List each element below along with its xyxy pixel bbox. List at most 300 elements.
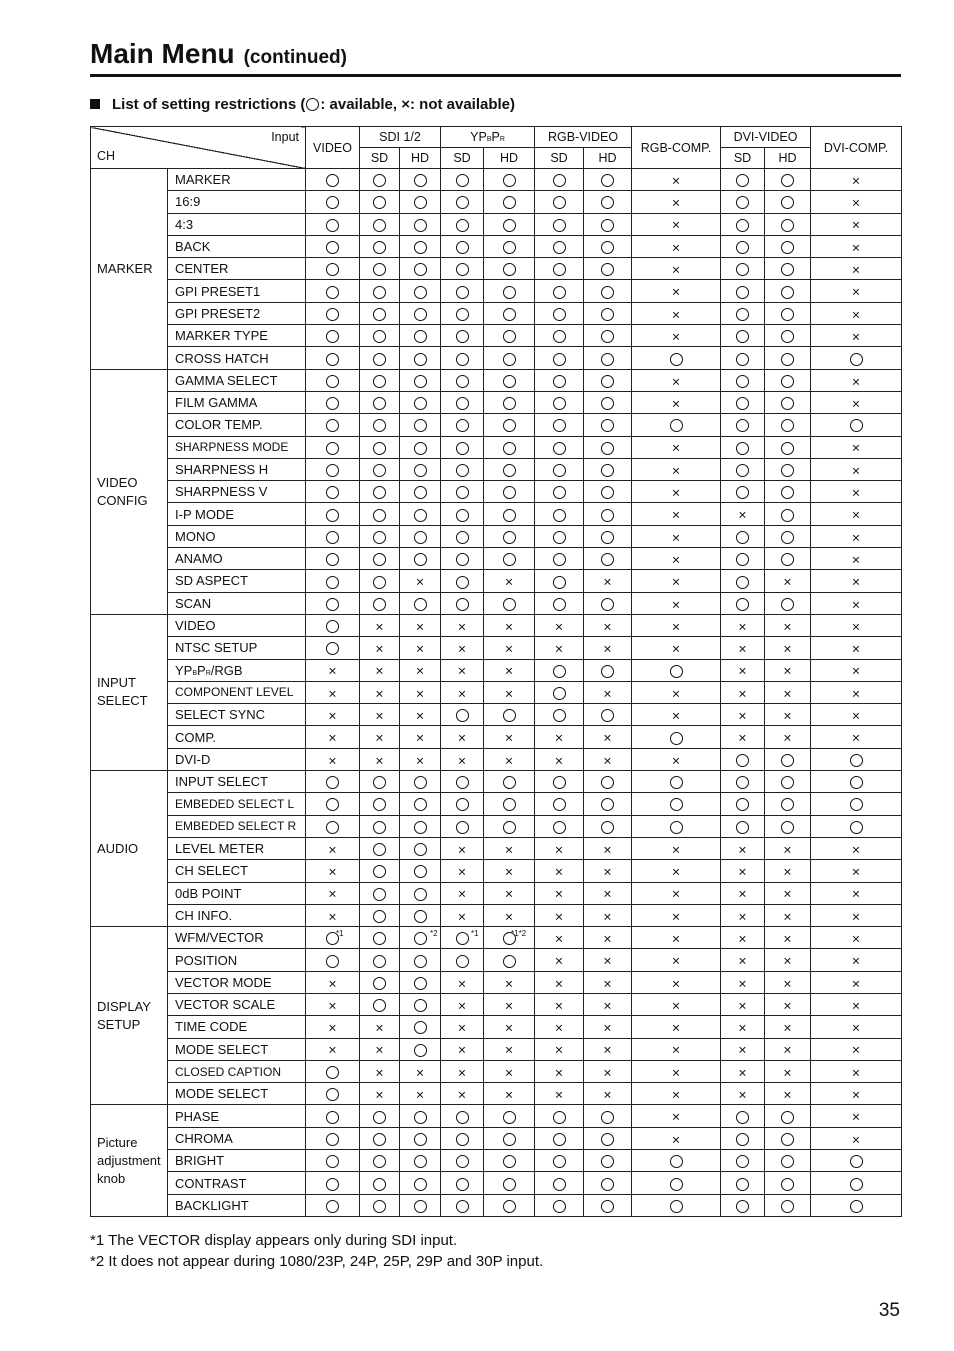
available-circle-icon [373, 888, 386, 901]
available-circle-icon [670, 665, 683, 678]
table-row [91, 971, 902, 993]
value-cell [306, 1038, 360, 1060]
value-cell [765, 1038, 811, 1060]
available-circle-icon [850, 821, 863, 834]
table-row [91, 793, 902, 815]
not-available-mark: × [738, 707, 747, 724]
value-cell [584, 258, 632, 280]
not-available-mark: × [328, 975, 337, 992]
table-row [91, 258, 902, 280]
available-circle-icon [373, 241, 386, 254]
not-available-mark: × [851, 930, 861, 947]
item-label: MARKER TYPE [168, 325, 306, 347]
value-cell [632, 971, 721, 993]
not-available-mark: × [457, 885, 467, 902]
item-label: EMBEDED SELECT R [168, 815, 306, 837]
item-label: SCAN [168, 592, 306, 614]
not-available-mark: × [783, 707, 792, 724]
value-cell [441, 882, 484, 904]
value-cell [584, 1083, 632, 1105]
value-cell [360, 659, 400, 681]
value-cell [584, 927, 632, 949]
not-available-mark: × [504, 662, 514, 679]
value-cell [306, 325, 360, 347]
available-circle-icon [414, 843, 427, 856]
value-cell [360, 860, 400, 882]
available-circle-icon [601, 553, 614, 566]
available-circle-icon [553, 196, 566, 209]
value-cell [400, 258, 441, 280]
value-cell [721, 302, 765, 324]
group-label: DISPLAY SETUP [91, 927, 168, 1105]
not-available-mark: × [457, 618, 467, 635]
not-available-mark: × [457, 841, 467, 858]
value-cell [721, 1038, 765, 1060]
available-circle-icon [670, 798, 683, 811]
value-cell [765, 927, 811, 949]
available-circle-icon [781, 442, 794, 455]
item-label: GAMMA SELECT [168, 369, 306, 391]
value-cell [360, 369, 400, 391]
available-circle-icon [456, 955, 469, 968]
available-circle-icon [503, 241, 516, 254]
page-title [90, 34, 347, 71]
value-cell [360, 949, 400, 971]
value-cell [306, 1016, 360, 1038]
available-circle-icon [601, 776, 614, 789]
value-cell [306, 235, 360, 257]
not-available-mark: × [504, 997, 514, 1014]
not-available-mark: × [851, 841, 861, 858]
value-cell [535, 1150, 584, 1172]
available-circle-icon [503, 598, 516, 611]
not-available-mark: × [671, 863, 681, 880]
available-circle-icon [326, 174, 339, 187]
not-available-mark: × [603, 997, 612, 1014]
value-cell [811, 860, 902, 882]
available-circle-icon [781, 776, 794, 789]
value-cell [721, 235, 765, 257]
available-circle-icon [373, 576, 386, 589]
value-cell [535, 280, 584, 302]
value-cell [441, 748, 484, 770]
value-cell [632, 1150, 721, 1172]
footnote-marker: *2 [430, 929, 438, 939]
item-label: CH INFO. [168, 904, 306, 926]
available-circle-icon [326, 576, 339, 589]
available-circle-icon [781, 196, 794, 209]
not-available-mark: × [671, 1131, 681, 1148]
corner-input-label: Input [271, 130, 299, 144]
not-available-mark: × [851, 685, 861, 702]
available-circle-icon [601, 509, 614, 522]
available-circle-icon [456, 196, 469, 209]
available-circle-icon [553, 330, 566, 343]
not-available-mark: × [328, 729, 337, 746]
value-cell [584, 592, 632, 614]
value-cell [721, 726, 765, 748]
not-available-mark: × [328, 997, 337, 1014]
value-cell [811, 369, 902, 391]
value-cell [484, 302, 535, 324]
not-available-mark: × [457, 729, 467, 746]
available-circle-icon [414, 509, 427, 522]
item-label: 16:9 [168, 191, 306, 213]
value-cell [484, 860, 535, 882]
not-available-mark: × [851, 439, 861, 456]
available-circle-icon [456, 263, 469, 276]
available-circle-icon [456, 531, 469, 544]
value-cell [632, 235, 721, 257]
available-circle-icon [373, 999, 386, 1012]
value-cell [360, 302, 400, 324]
not-available-mark: × [671, 172, 681, 189]
available-circle-icon [553, 174, 566, 187]
available-circle-icon [373, 174, 386, 187]
column-header: DVI-COMP. [811, 127, 902, 169]
subscript-r: R [205, 669, 211, 677]
available-circle-icon [601, 263, 614, 276]
available-circle-icon [781, 1178, 794, 1191]
value-cell [484, 1194, 535, 1216]
not-available-mark: × [851, 885, 861, 902]
value-cell [441, 614, 484, 636]
value-cell [535, 1127, 584, 1149]
value-cell [441, 169, 484, 191]
value-cell [721, 191, 765, 213]
not-available-mark: × [738, 997, 747, 1014]
available-circle-icon [326, 955, 339, 968]
value-cell [360, 1127, 400, 1149]
value-cell [535, 347, 584, 369]
value-cell [400, 882, 441, 904]
value-cell [400, 525, 441, 547]
not-available-mark: × [554, 930, 564, 947]
available-circle-icon [503, 1200, 516, 1213]
available-circle-icon [781, 330, 794, 343]
item-label: CENTER [168, 258, 306, 280]
available-circle-icon [456, 308, 469, 321]
subscript-b: B [486, 136, 492, 143]
available-circle-icon [373, 509, 386, 522]
available-circle-icon [553, 553, 566, 566]
value-cell [584, 1150, 632, 1172]
value-cell [306, 436, 360, 458]
value-cell [306, 837, 360, 859]
available-circle-icon [670, 821, 683, 834]
value-cell [360, 681, 400, 703]
value-cell [360, 704, 400, 726]
available-circle-icon [553, 531, 566, 544]
value-cell [306, 614, 360, 636]
table-row [91, 525, 902, 547]
value-cell [360, 458, 400, 480]
not-available-mark: × [671, 885, 681, 902]
not-available-mark: × [738, 1042, 747, 1058]
item-label: ANAMO [168, 548, 306, 570]
restrictions-table [90, 126, 902, 1217]
not-available-mark: × [504, 908, 514, 925]
value-cell [811, 347, 902, 369]
available-circle-icon [373, 353, 386, 366]
value-cell [721, 1016, 765, 1038]
value-cell [765, 235, 811, 257]
available-circle-icon [503, 955, 516, 968]
value-cell [306, 548, 360, 570]
available-circle-icon [850, 776, 863, 789]
available-circle-icon [781, 598, 794, 611]
not-available-mark: × [554, 885, 564, 902]
value-cell [441, 570, 484, 592]
value-cell [484, 592, 535, 614]
available-circle-icon [601, 821, 614, 834]
value-cell [400, 570, 441, 592]
available-circle-icon [414, 910, 427, 923]
item-label: CHROMA [168, 1127, 306, 1149]
available-circle-icon [601, 219, 614, 232]
not-available-mark: × [457, 1019, 467, 1036]
value-cell [765, 614, 811, 636]
value-cell [360, 592, 400, 614]
value-cell [400, 458, 441, 480]
available-circle-icon [850, 419, 863, 432]
not-available-mark: × [504, 640, 514, 657]
table-row [91, 681, 902, 703]
value-cell [400, 637, 441, 659]
value-cell [306, 213, 360, 235]
available-circle-icon [553, 576, 566, 589]
value-cell [441, 414, 484, 436]
value-cell [721, 637, 765, 659]
not-available-mark: × [457, 997, 467, 1014]
not-available-mark: × [851, 1108, 861, 1125]
value-cell [765, 391, 811, 413]
value-cell [632, 570, 721, 592]
not-available-mark: × [851, 729, 861, 746]
value-cell [811, 1060, 902, 1082]
value-cell [400, 235, 441, 257]
available-circle-icon [503, 375, 516, 388]
value-cell [484, 904, 535, 926]
available-circle-icon [326, 196, 339, 209]
value-cell [306, 191, 360, 213]
not-available-mark: × [457, 1086, 467, 1103]
value-cell [584, 1127, 632, 1149]
not-available-mark: × [415, 1086, 425, 1103]
available-circle-icon [736, 263, 749, 276]
available-circle-icon [736, 1178, 749, 1191]
column-header: DVI-VIDEO [721, 127, 811, 148]
value-cell [441, 1127, 484, 1149]
value-cell [632, 325, 721, 347]
value-cell [584, 302, 632, 324]
value-cell [360, 525, 400, 547]
value-cell [632, 659, 721, 681]
value-cell [721, 1172, 765, 1194]
footnote-1: *1 The VECTOR display appears only during SDI input. [90, 1232, 458, 1249]
table-row [91, 548, 902, 570]
not-available-mark: × [851, 662, 861, 679]
column-header: RGB-VIDEO [535, 127, 632, 148]
value-cell [811, 614, 902, 636]
not-available-mark: × [851, 506, 861, 523]
not-available-mark: × [851, 172, 861, 189]
available-circle-icon [326, 531, 339, 544]
value-cell [535, 704, 584, 726]
available-circle-icon [601, 598, 614, 611]
item-label: 0dB POINT [168, 882, 306, 904]
value-cell [632, 927, 721, 949]
item-label: NTSC SETUP [168, 637, 306, 659]
available-circle-icon [503, 509, 516, 522]
value-cell [441, 1038, 484, 1060]
available-circle-icon [553, 1111, 566, 1124]
value-cell [360, 280, 400, 302]
value-cell [721, 815, 765, 837]
available-circle-icon [601, 375, 614, 388]
table-row [91, 860, 902, 882]
value-cell [400, 659, 441, 681]
available-circle-icon [781, 241, 794, 254]
not-available-mark: × [783, 1064, 792, 1081]
value-cell [306, 169, 360, 191]
value-cell [584, 1105, 632, 1127]
available-circle-icon [326, 821, 339, 834]
value-cell [765, 258, 811, 280]
title-main: Main Menu [90, 38, 235, 69]
value-cell [765, 570, 811, 592]
value-cell [811, 659, 902, 681]
not-available-mark: × [671, 640, 681, 657]
value-cell [632, 1083, 721, 1105]
item-label: CONTRAST [168, 1172, 306, 1194]
value-cell [765, 325, 811, 347]
value-cell [306, 659, 360, 681]
subheading-post: : available, ×: not available) [320, 96, 516, 113]
value-cell [765, 369, 811, 391]
item-label: FILM GAMMA [168, 391, 306, 413]
value-cell [400, 971, 441, 993]
value-cell [360, 614, 400, 636]
value-cell [484, 927, 535, 949]
item-label: SHARPNESS H [168, 458, 306, 480]
value-cell [811, 548, 902, 570]
value-cell [632, 391, 721, 413]
available-circle-icon [456, 1111, 469, 1124]
value-cell [811, 927, 902, 949]
bullet-square-icon [90, 99, 100, 109]
value-cell [360, 815, 400, 837]
value-cell [765, 1016, 811, 1038]
available-circle-icon [456, 598, 469, 611]
available-circle-icon [373, 196, 386, 209]
not-available-mark: × [603, 841, 612, 858]
available-circle-icon [326, 509, 339, 522]
value-cell [584, 837, 632, 859]
table-row [91, 191, 902, 213]
available-circle-icon [326, 1066, 339, 1079]
value-cell [765, 1194, 811, 1216]
table-row [91, 1016, 902, 1038]
value-cell [584, 213, 632, 235]
available-circle-icon [373, 1155, 386, 1168]
value-cell [484, 548, 535, 570]
not-available-mark: × [328, 707, 337, 724]
value-cell [632, 882, 721, 904]
value-cell [584, 481, 632, 503]
value-cell [535, 570, 584, 592]
table-row [91, 235, 902, 257]
table-row [91, 659, 902, 681]
not-available-mark: × [671, 975, 681, 992]
not-available-mark: × [671, 1064, 681, 1081]
value-cell [535, 815, 584, 837]
value-cell [484, 1060, 535, 1082]
not-available-mark: × [738, 662, 747, 679]
value-cell [484, 347, 535, 369]
value-cell [765, 949, 811, 971]
available-circle-icon [326, 286, 339, 299]
available-circle-icon [736, 798, 749, 811]
not-available-mark: × [783, 618, 792, 635]
available-circle-icon [414, 397, 427, 410]
value-cell [360, 503, 400, 525]
value-cell [484, 837, 535, 859]
available-circle-icon [503, 196, 516, 209]
value-cell [441, 481, 484, 503]
item-label: PHASE [168, 1105, 306, 1127]
item-label: BACK [168, 235, 306, 257]
value-cell [306, 1150, 360, 1172]
available-circle-icon [373, 955, 386, 968]
value-cell [721, 213, 765, 235]
value-cell [811, 436, 902, 458]
table-row [91, 726, 902, 748]
available-circle-icon [456, 509, 469, 522]
available-circle-icon [414, 1155, 427, 1168]
not-available-mark: × [738, 841, 747, 858]
table-row [91, 503, 902, 525]
value-cell [360, 993, 400, 1015]
not-available-mark: × [328, 863, 337, 880]
value-cell [400, 793, 441, 815]
not-available-mark: × [783, 975, 792, 992]
not-available-mark: × [415, 640, 425, 657]
value-cell [400, 302, 441, 324]
value-cell [400, 213, 441, 235]
value-cell [400, 280, 441, 302]
value-cell [535, 971, 584, 993]
available-circle-icon [601, 353, 614, 366]
available-circle-icon [373, 821, 386, 834]
value-cell [632, 904, 721, 926]
not-available-mark: × [783, 885, 792, 902]
value-cell [306, 592, 360, 614]
value-cell [484, 748, 535, 770]
not-available-mark: × [851, 261, 861, 278]
available-circle-icon [373, 977, 386, 990]
value-cell [584, 748, 632, 770]
value-cell [360, 347, 400, 369]
available-circle-icon [781, 1111, 794, 1124]
available-circle-icon [781, 375, 794, 388]
value-cell [484, 191, 535, 213]
value-cell [632, 280, 721, 302]
available-circle-icon [601, 308, 614, 321]
value-cell [765, 1150, 811, 1172]
value-cell [306, 570, 360, 592]
table-row [91, 436, 902, 458]
